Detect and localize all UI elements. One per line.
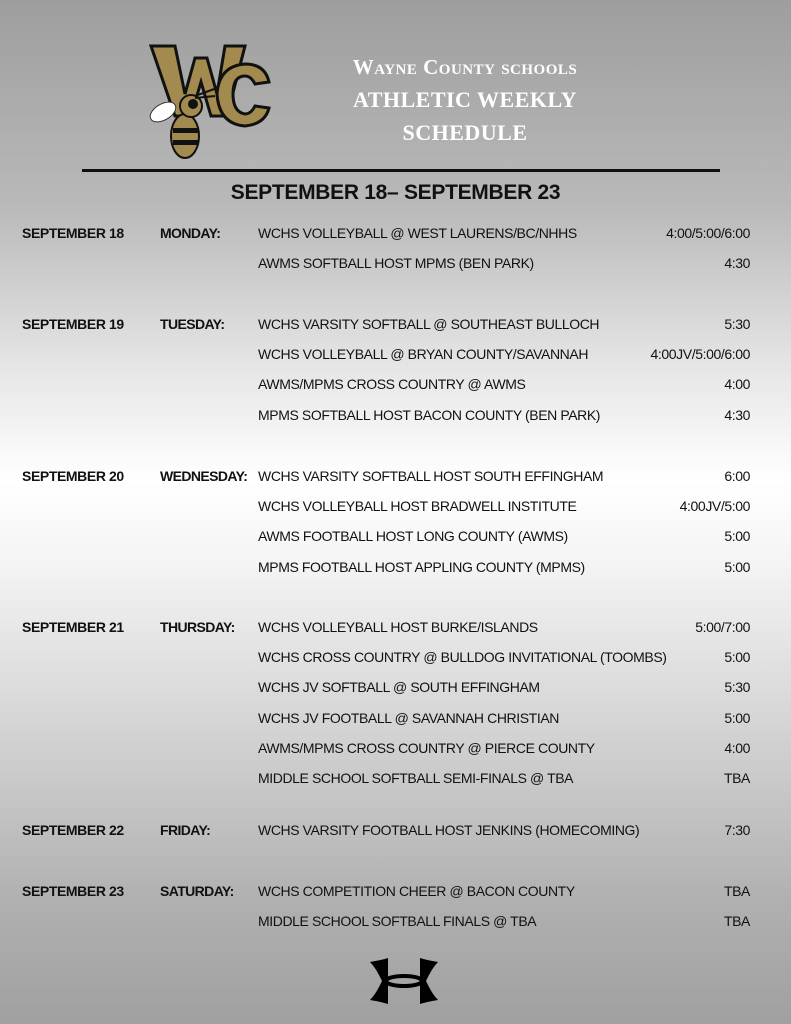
event-time: 4:00 <box>724 376 750 393</box>
schedule-date: SEPTEMBER 21 <box>22 619 124 635</box>
schedule-row <box>0 708 791 728</box>
event-name: WCHS VARSITY SOFTBALL HOST SOUTH EFFINGHAM <box>258 468 604 484</box>
schedule-row <box>0 526 791 546</box>
schedule-day: FRIDAY: <box>160 822 211 838</box>
event-name: AWMS/MPMS CROSS COUNTRY @ PIERCE COUNTY <box>258 739 595 756</box>
schedule-day: THURSDAY: <box>160 619 235 635</box>
week-heading: SEPTEMBER 18– SEPTEMBER 23 <box>230 181 561 204</box>
event-name: AWMS/MPMS CROSS COUNTRY @ AWMS <box>258 376 526 393</box>
schedule-row <box>0 374 791 394</box>
title-line-2: ATHLETIC WEEKLY <box>352 87 578 112</box>
schedule-day: SATURDAY: <box>160 883 234 899</box>
event-name: MIDDLE SCHOOL SOFTBALL SEMI-FINALS @ TBA <box>258 770 574 786</box>
schedule-row <box>0 314 791 334</box>
event-name: WCHS COMPETITION CHEER @ BACON COUNTY <box>258 883 575 899</box>
event-name: WCHS CROSS COUNTRY @ BULLDOG INVITATIONAL (TOOMBS) <box>258 649 667 666</box>
event-time: 5:30 <box>724 316 750 332</box>
schedule-row <box>0 344 791 364</box>
under-armour-logo <box>368 958 440 1004</box>
schedule-row <box>0 466 791 486</box>
schedule-row <box>0 768 791 788</box>
schedule-day: MONDAY: <box>160 225 221 241</box>
schedule-row <box>0 253 791 273</box>
event-name: WCHS VOLLEYBALL @ BRYAN COUNTY/SAVANNAH <box>258 346 589 363</box>
event-name: WCHS JV FOOTBALL @ SAVANNAH CHRISTIAN <box>258 709 559 726</box>
schedule-row <box>0 557 791 577</box>
schedule-row <box>0 617 791 637</box>
event-time: 5:00 <box>724 528 750 545</box>
schedule-date: SEPTEMBER 23 <box>22 883 124 899</box>
event-name: WCHS VOLLEYBALL HOST BURKE/ISLANDS <box>258 619 538 635</box>
event-time: 4:00/5:00/6:00 <box>666 225 750 241</box>
header-divider <box>82 169 720 172</box>
event-time: 4:30 <box>724 406 750 423</box>
school-name: Wayne County schools <box>352 55 578 79</box>
schedule-row <box>0 738 791 758</box>
schedule-date: SEPTEMBER 18 <box>22 225 124 241</box>
event-name: MIDDLE SCHOOL SOFTBALL FINALS @ TBA <box>258 913 537 930</box>
event-name: WCHS VARSITY SOFTBALL @ SOUTHEAST BULLOCH <box>258 316 600 332</box>
event-name: MPMS SOFTBALL HOST BACON COUNTY (BEN PARK) <box>258 406 601 423</box>
schedule-date: SEPTEMBER 19 <box>22 316 124 332</box>
event-time: 5:00 <box>724 709 750 726</box>
event-time: TBA <box>723 770 750 786</box>
event-name: AWMS FOOTBALL HOST LONG COUNTY (AWMS) <box>258 528 568 545</box>
event-name: MPMS FOOTBALL HOST APPLING COUNTY (MPMS) <box>258 558 585 575</box>
event-time: 6:00 <box>724 468 750 484</box>
schedule-day: WEDNESDAY: <box>160 468 248 484</box>
event-time: 5:30 <box>724 679 750 696</box>
event-time: 4:00JV/5:00 <box>679 498 750 515</box>
event-time: TBA <box>723 883 750 899</box>
schedule-row <box>0 820 791 840</box>
event-time: 5:00 <box>724 649 750 666</box>
title-line-3: SCHEDULE <box>402 120 528 145</box>
event-time: 5:00 <box>724 558 750 575</box>
schedule-row <box>0 881 791 901</box>
schedule-row <box>0 677 791 697</box>
schedule-day: TUESDAY: <box>160 316 225 332</box>
schedule-date: SEPTEMBER 20 <box>22 468 124 484</box>
schedule-row <box>0 496 791 516</box>
event-name: AWMS SOFTBALL HOST MPMS (BEN PARK) <box>258 255 534 272</box>
wc-yellow-jacket-logo <box>145 36 275 162</box>
schedule-row <box>0 911 791 931</box>
event-name: WCHS VOLLEYBALL @ WEST LAURENS/BC/NHHS <box>258 225 577 241</box>
event-name: WCHS VOLLEYBALL HOST BRADWELL INSTITUTE <box>258 498 577 515</box>
event-name: WCHS JV SOFTBALL @ SOUTH EFFINGHAM <box>258 679 540 696</box>
schedule-date: SEPTEMBER 22 <box>22 822 124 838</box>
schedule-row <box>0 647 791 667</box>
event-time: 5:00/7:00 <box>695 619 750 635</box>
event-time: 4:30 <box>724 255 750 272</box>
schedule-row <box>0 223 791 243</box>
event-time: 4:00JV/5:00/6:00 <box>650 346 750 363</box>
event-name: WCHS VARSITY FOOTBALL HOST JENKINS (HOMECOMING) <box>258 822 640 838</box>
event-time: TBA <box>723 913 750 930</box>
schedule-row <box>0 405 791 425</box>
event-time: 4:00 <box>724 739 750 756</box>
event-time: 7:30 <box>724 822 750 838</box>
